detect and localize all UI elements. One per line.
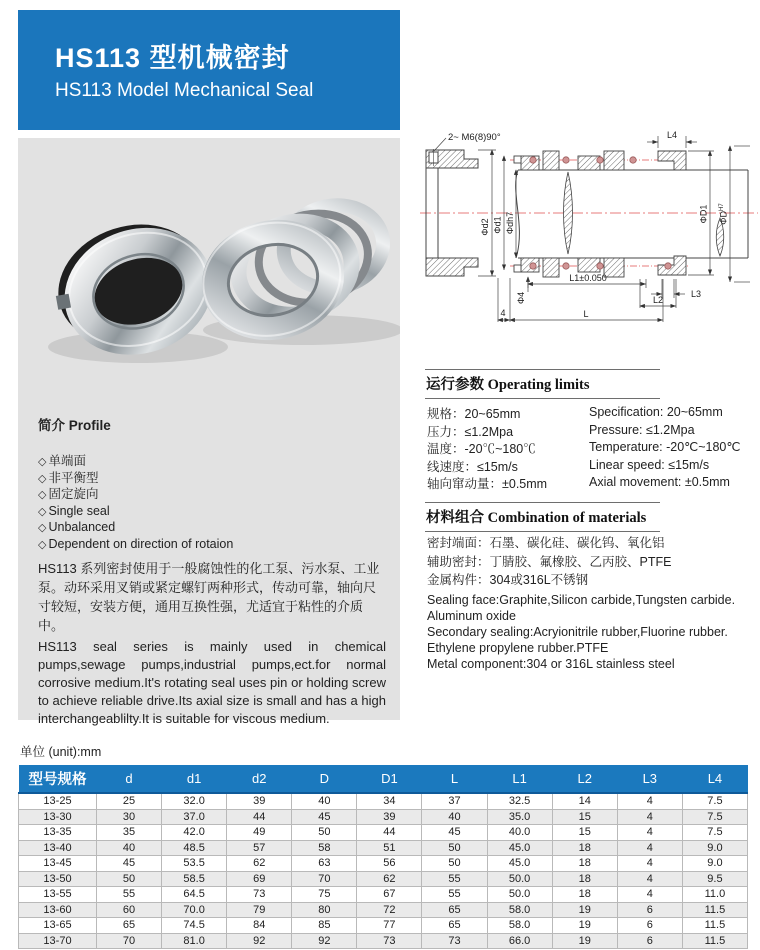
header-banner xyxy=(18,10,400,130)
table-cell: 73 xyxy=(357,933,422,949)
profile-bullet: ◇ Dependent on direction of rotaion xyxy=(38,537,386,554)
material-item-en: Aluminum oxide xyxy=(427,609,516,623)
table-cell: 66.0 xyxy=(487,933,552,949)
table-cell: 51 xyxy=(357,840,422,856)
table-cell: 11.5 xyxy=(682,918,747,934)
dim-label-l: L xyxy=(583,309,589,319)
dim-label-l4: L4 xyxy=(666,130,678,140)
material-item-zh: 密封端面：石墨、碳化硅、碳化钨、氧化铝 xyxy=(427,536,665,550)
table-cell: 18 xyxy=(552,871,617,887)
table-cell: 9.0 xyxy=(682,856,747,872)
column-header: L xyxy=(422,765,487,793)
material-item-zh: 辅助密封：丁腈胶、氟橡胶、乙丙胶、PTFE xyxy=(427,554,672,569)
operating-limits-en xyxy=(589,404,759,492)
table-cell: 40 xyxy=(97,840,162,856)
profile-bullet: ◇ 固定旋向 xyxy=(38,487,386,504)
column-header: d1 xyxy=(162,765,227,793)
table-cell: 19 xyxy=(552,918,617,934)
table-cell: 13-70 xyxy=(19,933,97,949)
op-limit-item-en: Linear speed: ≤15m/s xyxy=(589,457,710,472)
table-cell: 45 xyxy=(292,809,357,825)
table-cell: 13-25 xyxy=(19,793,97,809)
materials-en xyxy=(427,592,759,672)
table-cell: 7.5 xyxy=(682,809,747,825)
table-cell: 63 xyxy=(292,856,357,872)
table-cell: 50 xyxy=(422,856,487,872)
table-cell: 50 xyxy=(292,825,357,841)
dim-label-l2: L2 xyxy=(652,295,664,305)
table-cell: 56 xyxy=(357,856,422,872)
table-cell: 9.0 xyxy=(682,840,747,856)
table-cell: 75 xyxy=(292,887,357,903)
op-limit-item-zh: 压力：≤1.2Mpa xyxy=(427,424,514,439)
table-cell: 32.0 xyxy=(162,793,227,809)
table-cell: 44 xyxy=(227,809,292,825)
dim-label-dh7: Φdh7 xyxy=(505,211,515,235)
material-item-zh: 金属构件：304或316L不锈钢 xyxy=(427,573,589,587)
table-cell: 13-45 xyxy=(19,856,97,872)
table-cell: 37 xyxy=(422,793,487,809)
dim-label-l3: L3 xyxy=(691,289,702,299)
table-cell: 40 xyxy=(422,809,487,825)
dim-label-d1: Φd1 xyxy=(492,216,503,234)
profile-heading: 简介 Profile xyxy=(38,418,111,433)
table-cell: 35 xyxy=(97,825,162,841)
table-row xyxy=(19,933,748,949)
column-header: L2 xyxy=(552,765,617,793)
diagram-screw-label: 2~ M6(8)90° xyxy=(448,132,501,143)
materials-zh xyxy=(427,534,757,590)
table-cell: 13-65 xyxy=(19,918,97,934)
table-cell: 13-40 xyxy=(19,840,97,856)
table-row xyxy=(19,918,748,934)
table-cell: 4 xyxy=(617,809,682,825)
table-cell: 4 xyxy=(617,856,682,872)
unit-note: 单位 (unit):mm xyxy=(20,745,102,759)
table-cell: 55 xyxy=(422,887,487,903)
table-cell: 58.0 xyxy=(487,918,552,934)
technical-diagram xyxy=(418,126,760,364)
table-cell: 39 xyxy=(227,793,292,809)
op-limit-item-en: Temperature: -20℃~180℃ xyxy=(589,440,741,454)
table-cell: 30 xyxy=(97,809,162,825)
table-cell: 55 xyxy=(97,887,162,903)
column-header: L3 xyxy=(617,765,682,793)
seal-assembly-top xyxy=(514,151,686,170)
table-cell: 44 xyxy=(357,825,422,841)
dim-label-d2: Φd2 xyxy=(480,218,490,236)
column-header: D1 xyxy=(357,765,422,793)
table-cell: 45.0 xyxy=(487,856,552,872)
profile-bullet-list xyxy=(38,454,386,553)
table-cell: 37.0 xyxy=(162,809,227,825)
table-cell: 13-60 xyxy=(19,902,97,918)
op-limit-item-zh: 轴向窜动量：±0.5mm xyxy=(427,477,548,491)
table-cell: 73 xyxy=(227,887,292,903)
op-limit-item-en: Specification: 20~65mm xyxy=(589,405,723,419)
table-cell: 80 xyxy=(292,902,357,918)
op-limit-item-zh: 线速度：≤15m/s xyxy=(427,459,518,474)
table-cell: 62 xyxy=(227,856,292,872)
dimensions-table xyxy=(18,765,748,949)
op-limit-item-zh: 温度：-20℃~180℃ xyxy=(427,442,536,456)
table-cell: 4 xyxy=(617,840,682,856)
operating-limits-heading: 运行参数 Operating limits xyxy=(425,369,660,399)
table-cell: 11.0 xyxy=(682,887,747,903)
op-limit-item-en: Axial movement: ±0.5mm xyxy=(589,475,730,489)
table-cell: 45 xyxy=(422,825,487,841)
table-cell: 11.5 xyxy=(682,902,747,918)
product-photo-illustration xyxy=(18,142,400,392)
column-header: L4 xyxy=(682,765,747,793)
table-cell: 40 xyxy=(292,793,357,809)
table-cell: 4 xyxy=(617,793,682,809)
table-cell: 42.0 xyxy=(162,825,227,841)
table-cell: 45 xyxy=(97,856,162,872)
page-title-zh: HS113 型机械密封 xyxy=(55,43,290,73)
table-cell: 69 xyxy=(227,871,292,887)
column-header: L1 xyxy=(487,765,552,793)
table-cell: 35.0 xyxy=(487,809,552,825)
material-item-en: Metal component:304 or 316L stainless steel xyxy=(427,657,675,671)
table-cell: 40.0 xyxy=(487,825,552,841)
table-cell: 58 xyxy=(292,840,357,856)
table-cell: 62 xyxy=(357,871,422,887)
materials-heading: 材料组合 Combination of materials xyxy=(425,502,660,532)
profile-bullet: ◇ 非平衡型 xyxy=(38,471,386,488)
table-cell: 6 xyxy=(617,933,682,949)
table-cell: 92 xyxy=(292,933,357,949)
column-header: d2 xyxy=(227,765,292,793)
column-header: D xyxy=(292,765,357,793)
table-cell: 32.5 xyxy=(487,793,552,809)
table-cell: 65 xyxy=(422,918,487,934)
table-row xyxy=(19,809,748,825)
table-cell: 58.5 xyxy=(162,871,227,887)
table-cell: 25 xyxy=(97,793,162,809)
left-panel xyxy=(18,138,400,726)
profile-paragraph-en: HS113 seal series is mainly used in chemical pumps,sewage pumps,industrial pumps,ect.for normal corrosive medium.It's rotating seal uses pin or holding screw to achieve reliable drive.Its axial size is small and has a high interchangeablilty.It is suitable for viscous medium. xyxy=(38,639,386,726)
dim-label-phi4: Φ4 xyxy=(516,291,526,304)
dim-label-4: 4 xyxy=(500,308,506,318)
profile-section xyxy=(38,414,386,728)
table-cell: 48.5 xyxy=(162,840,227,856)
material-item-en: Secondary sealing:Acryionitrile rubber,Fluorine rubber. xyxy=(427,625,728,639)
column-header: 型号规格 xyxy=(19,765,97,793)
table-cell: 70 xyxy=(97,933,162,949)
table-cell: 6 xyxy=(617,918,682,934)
table-cell: 70 xyxy=(292,871,357,887)
table-row xyxy=(19,902,748,918)
table-cell: 79 xyxy=(227,902,292,918)
table-cell: 7.5 xyxy=(682,793,747,809)
table-cell: 14 xyxy=(552,793,617,809)
table-cell: 13-35 xyxy=(19,825,97,841)
material-item-en: Sealing face:Graphite,Silicon carbide,Tungsten carbide. xyxy=(427,593,736,607)
table-cell: 9.5 xyxy=(682,871,747,887)
table-cell: 73 xyxy=(422,933,487,949)
table-cell: 81.0 xyxy=(162,933,227,949)
table-cell: 13-55 xyxy=(19,887,97,903)
table-row xyxy=(19,840,748,856)
dim-label-D1: ΦD1 xyxy=(698,204,709,224)
column-header: d xyxy=(97,765,162,793)
table-cell: 53.5 xyxy=(162,856,227,872)
table-cell: 55 xyxy=(422,871,487,887)
table-cell: 18 xyxy=(552,840,617,856)
table-cell: 74.5 xyxy=(162,918,227,934)
table-cell: 4 xyxy=(617,825,682,841)
table-cell: 19 xyxy=(552,902,617,918)
dim-label-l1: L1±0.050 xyxy=(569,273,607,283)
profile-bullet: ◇ Unbalanced xyxy=(38,520,386,537)
table-cell: 84 xyxy=(227,918,292,934)
table-cell: 77 xyxy=(357,918,422,934)
table-cell: 50.0 xyxy=(487,871,552,887)
table-cell: 15 xyxy=(552,809,617,825)
table-cell: 67 xyxy=(357,887,422,903)
table-cell: 70.0 xyxy=(162,902,227,918)
table-cell: 50 xyxy=(422,840,487,856)
table-header-row xyxy=(19,765,748,793)
table-cell: 13-50 xyxy=(19,871,97,887)
table-cell: 50 xyxy=(97,871,162,887)
page-title-en: HS113 Model Mechanical Seal xyxy=(55,80,314,101)
table-cell: 15 xyxy=(552,825,617,841)
table-cell: 18 xyxy=(552,856,617,872)
table-cell: 19 xyxy=(552,933,617,949)
profile-bullet: ◇ 单端面 xyxy=(38,454,386,471)
table-cell: 57 xyxy=(227,840,292,856)
profile-bullet: ◇ Single seal xyxy=(38,504,386,521)
seat-part xyxy=(426,138,478,276)
table-cell: 65 xyxy=(422,902,487,918)
table-cell: 18 xyxy=(552,887,617,903)
table-cell: 34 xyxy=(357,793,422,809)
table-cell: 7.5 xyxy=(682,825,747,841)
table-cell: 6 xyxy=(617,902,682,918)
op-limit-item-en: Pressure: ≤1.2Mpa xyxy=(589,422,695,437)
operating-limits-zh xyxy=(427,406,587,494)
table-row xyxy=(19,825,748,841)
table-cell: 11.5 xyxy=(682,933,747,949)
table-cell: 4 xyxy=(617,887,682,903)
table-cell: 65 xyxy=(97,918,162,934)
table-cell: 58.0 xyxy=(487,902,552,918)
dim-label-D: $\Phi D^{H7}$ xyxy=(718,203,729,225)
table-cell: 64.5 xyxy=(162,887,227,903)
table-cell: 72 xyxy=(357,902,422,918)
op-limit-item-zh: 规格：20~65mm xyxy=(427,407,521,421)
table-cell: 45.0 xyxy=(487,840,552,856)
profile-paragraph-zh: HS113 系列密封使用于一般腐蚀性的化工泵、污水泵、工业泵。动环采用叉销或紧定螺钉两种形式，传动可靠，轴向尺寸较短，安装方便，通用互换性强，尤适宜于粘性的介质中。 xyxy=(38,561,380,633)
table-cell: 39 xyxy=(357,809,422,825)
table-row xyxy=(19,856,748,872)
table-cell: 13-30 xyxy=(19,809,97,825)
table-row xyxy=(19,871,748,887)
material-item-en: Ethylene propylene rubber.PTFE xyxy=(427,641,609,655)
table-cell: 85 xyxy=(292,918,357,934)
table-row xyxy=(19,793,748,809)
table-cell: 50.0 xyxy=(487,887,552,903)
table-cell: 60 xyxy=(97,902,162,918)
shaft xyxy=(516,170,748,258)
table-cell: 4 xyxy=(617,871,682,887)
table-cell: 49 xyxy=(227,825,292,841)
table-row xyxy=(19,887,748,903)
table-cell: 92 xyxy=(227,933,292,949)
